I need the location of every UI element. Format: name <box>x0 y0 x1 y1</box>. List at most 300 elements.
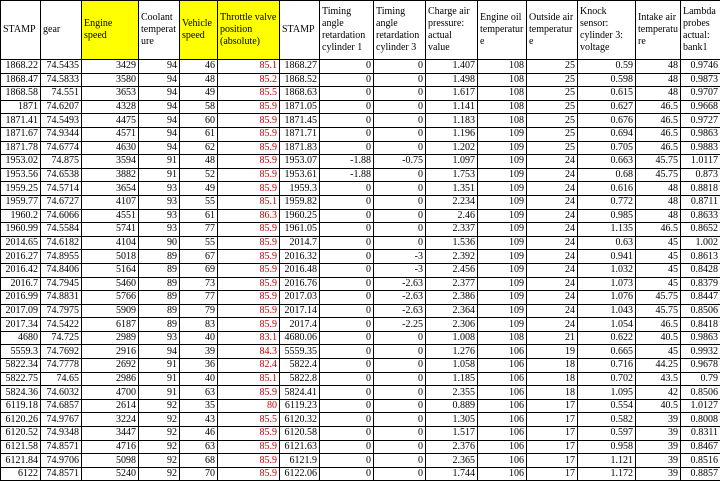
table-cell[interactable]: 39 <box>636 413 681 427</box>
table-cell[interactable]: 0 <box>320 60 374 74</box>
table-cell[interactable]: 6120.52 <box>1 427 41 441</box>
table-cell[interactable]: 85.2 <box>218 73 280 87</box>
table-cell[interactable]: 1960.2 <box>1 209 41 223</box>
table-cell[interactable]: 94 <box>139 73 180 87</box>
table-cell[interactable]: 2986 <box>82 372 139 386</box>
table-cell[interactable]: 74.8571 <box>41 467 82 481</box>
table-cell[interactable]: 74.6727 <box>41 195 82 209</box>
table-cell[interactable]: 108 <box>478 114 527 128</box>
table-cell[interactable]: 0.702 <box>578 372 636 386</box>
table-cell[interactable]: 2614 <box>82 399 139 413</box>
table-cell[interactable]: 67 <box>180 250 218 264</box>
table-cell[interactable]: 62 <box>180 141 218 155</box>
table-cell[interactable]: 1953.07 <box>280 155 320 169</box>
table-cell[interactable]: 45 <box>636 345 681 359</box>
table-cell[interactable]: 1.172 <box>578 467 636 481</box>
table-cell[interactable]: 0.889 <box>426 399 478 413</box>
table-cell[interactable]: 0 <box>374 114 426 128</box>
col-header-coolant-temperature[interactable]: Coolant temperature <box>139 1 180 60</box>
table-cell[interactable]: 25 <box>527 127 578 141</box>
table-cell[interactable]: 74.7975 <box>41 304 82 318</box>
table-cell[interactable]: 0.68 <box>578 168 636 182</box>
table-cell[interactable]: 93 <box>139 182 180 196</box>
table-cell[interactable]: 5018 <box>82 250 139 264</box>
table-cell[interactable]: 0.8506 <box>681 386 720 400</box>
table-cell[interactable]: 0.9678 <box>681 359 720 373</box>
table-cell[interactable]: 45 <box>636 250 681 264</box>
col-header-engine-speed[interactable]: Engine speed <box>82 1 139 60</box>
table-cell[interactable]: 74.5833 <box>41 73 82 87</box>
table-cell[interactable]: 85.9 <box>218 168 280 182</box>
table-cell[interactable]: 19 <box>527 345 578 359</box>
table-cell[interactable]: 18 <box>527 386 578 400</box>
table-cell[interactable]: 1868.58 <box>1 87 41 101</box>
table-cell[interactable]: 109 <box>478 236 527 250</box>
table-cell[interactable]: 5822.4 <box>280 359 320 373</box>
table-cell[interactable]: 0 <box>374 87 426 101</box>
table-cell[interactable]: 85.9 <box>218 236 280 250</box>
table-cell[interactable]: 74.6857 <box>41 399 82 413</box>
table-cell[interactable]: 0.9727 <box>681 114 720 128</box>
table-cell[interactable]: 109 <box>478 263 527 277</box>
table-cell[interactable]: 0 <box>374 182 426 196</box>
table-cell[interactable]: 5824.36 <box>1 386 41 400</box>
table-cell[interactable]: 109 <box>478 209 527 223</box>
table-cell[interactable]: 1.0117 <box>681 155 720 169</box>
table-cell[interactable]: 85.9 <box>218 223 280 237</box>
table-cell[interactable]: 74.5493 <box>41 114 82 128</box>
table-cell[interactable]: 2.365 <box>426 454 478 468</box>
table-cell[interactable]: 0.8311 <box>681 427 720 441</box>
table-cell[interactable]: 0 <box>374 60 426 74</box>
table-cell[interactable]: 74.725 <box>41 331 82 345</box>
table-cell[interactable]: 4680.06 <box>280 331 320 345</box>
table-cell[interactable]: 0 <box>320 427 374 441</box>
table-cell[interactable]: 2.456 <box>426 263 478 277</box>
table-cell[interactable]: -2.63 <box>374 277 426 291</box>
table-cell[interactable]: 17 <box>527 440 578 454</box>
table-cell[interactable]: 25 <box>527 100 578 114</box>
table-cell[interactable]: 5822.8 <box>280 372 320 386</box>
table-cell[interactable]: 108 <box>478 100 527 114</box>
table-cell[interactable]: 109 <box>478 195 527 209</box>
table-cell[interactable]: 4571 <box>82 127 139 141</box>
table-cell[interactable]: 109 <box>478 155 527 169</box>
table-cell[interactable]: 1.043 <box>578 304 636 318</box>
table-cell[interactable]: 74.9706 <box>41 454 82 468</box>
table-cell[interactable]: 85.1 <box>218 372 280 386</box>
table-cell[interactable]: 2.355 <box>426 386 478 400</box>
table-cell[interactable]: 0.985 <box>578 209 636 223</box>
table-cell[interactable]: 4104 <box>82 236 139 250</box>
table-cell[interactable]: 2.392 <box>426 250 478 264</box>
table-cell[interactable]: 4716 <box>82 440 139 454</box>
table-cell[interactable]: 0.8428 <box>681 263 720 277</box>
table-cell[interactable]: 1.058 <box>426 359 478 373</box>
col-header-timing-retard-cyl3[interactable]: Timing angle retardation cylinder 3 <box>374 1 426 60</box>
table-cell[interactable]: 2017.14 <box>280 304 320 318</box>
table-cell[interactable]: 2017.34 <box>1 318 41 332</box>
table-cell[interactable]: 0 <box>320 372 374 386</box>
table-cell[interactable]: 3882 <box>82 168 139 182</box>
table-cell[interactable]: -1.88 <box>320 168 374 182</box>
table-cell[interactable]: 0 <box>374 427 426 441</box>
table-cell[interactable]: 106 <box>478 413 527 427</box>
table-cell[interactable]: 0.9863 <box>681 331 720 345</box>
table-cell[interactable]: 85.9 <box>218 318 280 332</box>
table-cell[interactable]: 58 <box>180 100 218 114</box>
table-cell[interactable]: 85.9 <box>218 114 280 128</box>
table-cell[interactable]: 0.9873 <box>681 73 720 87</box>
table-cell[interactable]: 2016.42 <box>1 263 41 277</box>
table-cell[interactable]: 5766 <box>82 291 139 305</box>
table-cell[interactable]: 6120.26 <box>1 413 41 427</box>
table-cell[interactable]: 1.276 <box>426 345 478 359</box>
table-cell[interactable]: 0 <box>320 277 374 291</box>
table-cell[interactable]: 1.002 <box>681 236 720 250</box>
table-cell[interactable]: 1868.22 <box>1 60 41 74</box>
table-cell[interactable]: 1871.83 <box>280 141 320 155</box>
table-cell[interactable]: 94 <box>139 141 180 155</box>
table-cell[interactable]: 44.25 <box>636 359 681 373</box>
table-cell[interactable]: 46.5 <box>636 127 681 141</box>
table-cell[interactable]: 0 <box>320 195 374 209</box>
table-cell[interactable]: 106 <box>478 454 527 468</box>
table-cell[interactable]: 0 <box>320 454 374 468</box>
table-cell[interactable]: 0 <box>374 399 426 413</box>
table-cell[interactable]: 46 <box>180 427 218 441</box>
table-cell[interactable]: 45 <box>636 263 681 277</box>
table-cell[interactable]: 85.9 <box>218 291 280 305</box>
table-cell[interactable]: 0 <box>374 223 426 237</box>
table-cell[interactable]: 1871.05 <box>280 100 320 114</box>
table-cell[interactable]: 61 <box>180 209 218 223</box>
table-cell[interactable]: 39 <box>180 345 218 359</box>
table-cell[interactable]: 1.617 <box>426 87 478 101</box>
table-cell[interactable]: 48 <box>636 195 681 209</box>
table-cell[interactable]: 0 <box>374 73 426 87</box>
table-cell[interactable]: 3594 <box>82 155 139 169</box>
table-cell[interactable]: 0 <box>374 168 426 182</box>
table-cell[interactable]: 109 <box>478 304 527 318</box>
table-cell[interactable]: 5822.75 <box>1 372 41 386</box>
table-cell[interactable]: 24 <box>527 155 578 169</box>
table-cell[interactable]: 6121.84 <box>1 454 41 468</box>
table-cell[interactable]: 0 <box>374 386 426 400</box>
table-cell[interactable]: 1.073 <box>578 277 636 291</box>
table-cell[interactable]: 2017.4 <box>280 318 320 332</box>
table-cell[interactable]: 86.3 <box>218 209 280 223</box>
table-cell[interactable]: 43.5 <box>636 372 681 386</box>
table-cell[interactable]: 4107 <box>82 195 139 209</box>
table-cell[interactable]: 1961.05 <box>280 223 320 237</box>
table-cell[interactable]: 74.8831 <box>41 291 82 305</box>
table-cell[interactable]: 25 <box>527 141 578 155</box>
table-cell[interactable]: 0 <box>320 73 374 87</box>
table-cell[interactable]: 93 <box>139 223 180 237</box>
table-cell[interactable]: -1.88 <box>320 155 374 169</box>
table-cell[interactable]: 0.8818 <box>681 182 720 196</box>
table-cell[interactable]: 25 <box>527 114 578 128</box>
table-cell[interactable]: 0 <box>374 440 426 454</box>
table-cell[interactable]: 0 <box>320 263 374 277</box>
table-cell[interactable]: 74.9344 <box>41 127 82 141</box>
table-cell[interactable]: 74.875 <box>41 155 82 169</box>
table-cell[interactable]: 24 <box>527 168 578 182</box>
table-cell[interactable]: 85.9 <box>218 467 280 481</box>
table-cell[interactable]: 0 <box>374 467 426 481</box>
table-cell[interactable]: 1.196 <box>426 127 478 141</box>
table-cell[interactable]: 2.337 <box>426 223 478 237</box>
table-cell[interactable]: 6121.9 <box>280 454 320 468</box>
table-cell[interactable]: 2016.27 <box>1 250 41 264</box>
table-cell[interactable]: 0.582 <box>578 413 636 427</box>
table-cell[interactable]: 24 <box>527 318 578 332</box>
table-cell[interactable]: 0.554 <box>578 399 636 413</box>
table-cell[interactable]: 1959.25 <box>1 182 41 196</box>
table-cell[interactable]: 77 <box>180 223 218 237</box>
table-cell[interactable]: 52 <box>180 168 218 182</box>
table-cell[interactable]: 3224 <box>82 413 139 427</box>
col-header-knock-sensor-voltage[interactable]: Knock sensor: cylinder 3: voltage <box>578 1 636 60</box>
table-cell[interactable]: 45.75 <box>636 291 681 305</box>
table-cell[interactable]: 1959.3 <box>280 182 320 196</box>
table-cell[interactable]: 45.75 <box>636 304 681 318</box>
table-cell[interactable]: 0.59 <box>578 60 636 74</box>
table-cell[interactable]: 49 <box>180 87 218 101</box>
table-cell[interactable]: 109 <box>478 182 527 196</box>
table-cell[interactable]: 0.716 <box>578 359 636 373</box>
table-cell[interactable]: 0.8633 <box>681 209 720 223</box>
table-cell[interactable]: 89 <box>139 250 180 264</box>
table-cell[interactable]: 1.517 <box>426 427 478 441</box>
table-cell[interactable]: 40.5 <box>636 399 681 413</box>
table-cell[interactable]: 0.8506 <box>681 304 720 318</box>
table-cell[interactable]: 1.095 <box>578 386 636 400</box>
table-cell[interactable]: 0 <box>320 182 374 196</box>
table-cell[interactable]: 85.9 <box>218 277 280 291</box>
table-cell[interactable]: 92 <box>139 467 180 481</box>
table-cell[interactable]: 94 <box>139 87 180 101</box>
table-cell[interactable]: 1.076 <box>578 291 636 305</box>
table-cell[interactable]: 74.7945 <box>41 277 82 291</box>
table-cell[interactable]: 85.9 <box>218 386 280 400</box>
table-cell[interactable]: 74.6774 <box>41 141 82 155</box>
col-header-stamp[interactable]: STAMP <box>1 1 41 60</box>
table-cell[interactable]: 2916 <box>82 345 139 359</box>
table-cell[interactable]: 46 <box>180 60 218 74</box>
table-cell[interactable]: 1953.61 <box>280 168 320 182</box>
table-cell[interactable]: 73 <box>180 277 218 291</box>
table-cell[interactable]: 0 <box>374 100 426 114</box>
table-cell[interactable]: 1.008 <box>426 331 478 345</box>
table-cell[interactable]: 0.598 <box>578 73 636 87</box>
table-cell[interactable]: 74.65 <box>41 372 82 386</box>
table-cell[interactable]: 0 <box>374 372 426 386</box>
table-cell[interactable]: 0 <box>320 386 374 400</box>
table-cell[interactable]: 17 <box>527 399 578 413</box>
table-cell[interactable]: 94 <box>139 114 180 128</box>
table-cell[interactable]: 108 <box>478 331 527 345</box>
table-cell[interactable]: 0.8008 <box>681 413 720 427</box>
table-cell[interactable]: 0 <box>374 454 426 468</box>
table-cell[interactable]: 0.8711 <box>681 195 720 209</box>
table-cell[interactable]: 1871.78 <box>1 141 41 155</box>
table-cell[interactable]: 109 <box>478 250 527 264</box>
table-cell[interactable]: 5559.3 <box>1 345 41 359</box>
table-cell[interactable]: 0.8418 <box>681 318 720 332</box>
col-header-gear[interactable]: gear <box>41 1 82 60</box>
table-cell[interactable]: 91 <box>139 372 180 386</box>
table-cell[interactable]: 24 <box>527 263 578 277</box>
table-cell[interactable]: 63 <box>180 440 218 454</box>
table-cell[interactable]: 61 <box>180 127 218 141</box>
table-cell[interactable]: 91 <box>139 155 180 169</box>
table-cell[interactable]: 74.6182 <box>41 236 82 250</box>
table-cell[interactable]: 89 <box>139 291 180 305</box>
table-cell[interactable]: 0.772 <box>578 195 636 209</box>
table-cell[interactable]: 2.234 <box>426 195 478 209</box>
table-cell[interactable]: 89 <box>139 318 180 332</box>
table-cell[interactable]: 5460 <box>82 277 139 291</box>
table-cell[interactable]: 93 <box>139 195 180 209</box>
table-cell[interactable]: 2.306 <box>426 318 478 332</box>
table-cell[interactable]: 0.676 <box>578 114 636 128</box>
table-cell[interactable]: 1871.45 <box>280 114 320 128</box>
table-cell[interactable]: 5098 <box>82 454 139 468</box>
table-cell[interactable]: 94 <box>139 345 180 359</box>
table-cell[interactable]: 45 <box>636 236 681 250</box>
table-cell[interactable]: 1960.99 <box>1 223 41 237</box>
table-cell[interactable]: 0.9707 <box>681 87 720 101</box>
table-cell[interactable]: 39 <box>636 467 681 481</box>
table-cell[interactable]: 48 <box>636 209 681 223</box>
table-cell[interactable]: 5824.41 <box>280 386 320 400</box>
table-cell[interactable]: 0.9863 <box>681 127 720 141</box>
table-cell[interactable]: 63 <box>180 386 218 400</box>
table-cell[interactable]: 0 <box>320 345 374 359</box>
table-cell[interactable]: 5240 <box>82 467 139 481</box>
table-cell[interactable]: 89 <box>139 277 180 291</box>
table-cell[interactable]: 92 <box>139 440 180 454</box>
table-cell[interactable]: 0.873 <box>681 168 720 182</box>
table-cell[interactable]: 0.705 <box>578 141 636 155</box>
table-cell[interactable]: 4630 <box>82 141 139 155</box>
table-cell[interactable]: 85.9 <box>218 454 280 468</box>
table-cell[interactable]: 21 <box>527 331 578 345</box>
table-cell[interactable]: 3654 <box>82 182 139 196</box>
table-cell[interactable]: 0.958 <box>578 440 636 454</box>
table-cell[interactable]: 74.551 <box>41 87 82 101</box>
table-cell[interactable]: 0 <box>320 331 374 345</box>
table-cell[interactable]: 1.305 <box>426 413 478 427</box>
table-cell[interactable]: 1959.82 <box>280 195 320 209</box>
table-cell[interactable]: 1.141 <box>426 100 478 114</box>
table-cell[interactable]: 1871.71 <box>280 127 320 141</box>
table-cell[interactable]: 74.5584 <box>41 223 82 237</box>
table-cell[interactable]: 74.7692 <box>41 345 82 359</box>
table-cell[interactable]: 0 <box>374 209 426 223</box>
table-cell[interactable]: 1.351 <box>426 182 478 196</box>
table-cell[interactable]: 1868.63 <box>280 87 320 101</box>
table-cell[interactable]: 106 <box>478 345 527 359</box>
table-cell[interactable]: 85.9 <box>218 182 280 196</box>
table-cell[interactable]: 5559.35 <box>280 345 320 359</box>
table-cell[interactable]: 74.5422 <box>41 318 82 332</box>
table-cell[interactable]: 48 <box>636 87 681 101</box>
table-cell[interactable]: 84.3 <box>218 345 280 359</box>
table-cell[interactable]: 74.8406 <box>41 263 82 277</box>
table-cell[interactable]: 45.75 <box>636 155 681 169</box>
table-cell[interactable]: 1.536 <box>426 236 478 250</box>
table-cell[interactable]: 68 <box>180 454 218 468</box>
table-cell[interactable]: 6187 <box>82 318 139 332</box>
table-cell[interactable]: -2.63 <box>374 304 426 318</box>
table-cell[interactable]: 106 <box>478 427 527 441</box>
table-cell[interactable]: 93 <box>139 209 180 223</box>
table-cell[interactable]: 74.5714 <box>41 182 82 196</box>
table-cell[interactable]: 49 <box>180 182 218 196</box>
table-cell[interactable]: 85.1 <box>218 195 280 209</box>
col-header-intake-air-temperature[interactable]: Intake air temperature <box>636 1 681 60</box>
table-cell[interactable]: 0.597 <box>578 427 636 441</box>
table-cell[interactable]: 1871.67 <box>1 127 41 141</box>
table-cell[interactable]: 82.4 <box>218 359 280 373</box>
table-cell[interactable]: 92 <box>139 413 180 427</box>
table-cell[interactable]: 0.9746 <box>681 60 720 74</box>
table-cell[interactable]: 2016.99 <box>1 291 41 305</box>
table-cell[interactable]: 74.6207 <box>41 100 82 114</box>
table-cell[interactable]: 48 <box>636 73 681 87</box>
table-cell[interactable]: 25 <box>527 87 578 101</box>
table-cell[interactable]: 1868.47 <box>1 73 41 87</box>
table-cell[interactable]: 40 <box>180 372 218 386</box>
table-cell[interactable]: 2017.09 <box>1 304 41 318</box>
table-cell[interactable]: 48 <box>180 155 218 169</box>
table-cell[interactable]: 1953.56 <box>1 168 41 182</box>
table-cell[interactable]: 3429 <box>82 60 139 74</box>
col-header-vehicle-speed[interactable]: Vehicle speed <box>180 1 218 60</box>
table-cell[interactable]: 1.753 <box>426 168 478 182</box>
table-cell[interactable]: 5909 <box>82 304 139 318</box>
table-cell[interactable]: 1.097 <box>426 155 478 169</box>
table-cell[interactable]: 91 <box>139 386 180 400</box>
table-cell[interactable]: 0.8516 <box>681 454 720 468</box>
table-cell[interactable]: 83 <box>180 318 218 332</box>
col-header-stamp-2[interactable]: STAMP <box>280 1 320 60</box>
table-cell[interactable]: 83.1 <box>218 331 280 345</box>
table-cell[interactable]: 0 <box>374 359 426 373</box>
table-cell[interactable]: 25 <box>527 73 578 87</box>
table-cell[interactable]: 4700 <box>82 386 139 400</box>
table-cell[interactable]: 0 <box>320 141 374 155</box>
table-cell[interactable]: 85.9 <box>218 100 280 114</box>
table-cell[interactable]: 39 <box>636 440 681 454</box>
table-cell[interactable]: 45 <box>636 277 681 291</box>
table-cell[interactable]: 2014.7 <box>280 236 320 250</box>
table-cell[interactable]: 1871.41 <box>1 114 41 128</box>
table-cell[interactable]: 109 <box>478 223 527 237</box>
table-cell[interactable]: 24 <box>527 291 578 305</box>
table-cell[interactable]: 36 <box>180 359 218 373</box>
table-cell[interactable]: 85.9 <box>218 141 280 155</box>
table-cell[interactable]: 85.9 <box>218 155 280 169</box>
table-cell[interactable]: 39 <box>636 427 681 441</box>
table-cell[interactable]: -0.75 <box>374 155 426 169</box>
table-cell[interactable]: 0.8613 <box>681 250 720 264</box>
table-cell[interactable]: 106 <box>478 440 527 454</box>
table-cell[interactable]: 25 <box>527 60 578 74</box>
